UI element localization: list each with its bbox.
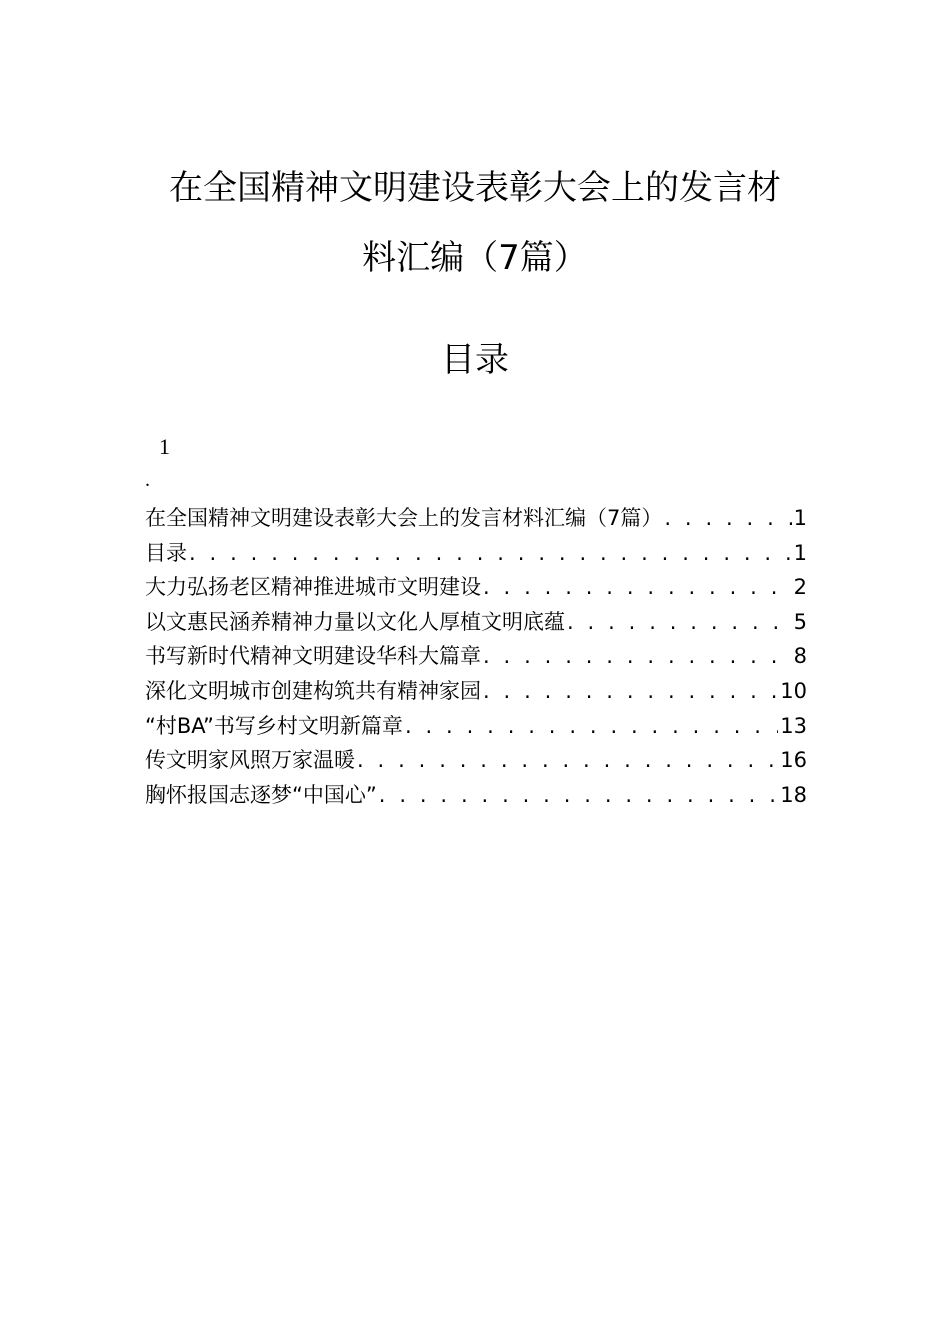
toc-entry-text: 书写新时代精神文明建设华科大篇章 bbox=[145, 644, 481, 669]
toc-entry[interactable] bbox=[145, 745, 807, 780]
toc-dot-leader bbox=[481, 572, 792, 602]
toc-entry-page: 1 bbox=[793, 506, 807, 530]
toc-dot-leader bbox=[403, 711, 778, 741]
toc-entry-text: 在全国精神文明建设表彰大会上的发言材料汇编（7篇） bbox=[145, 506, 663, 530]
toc-entry[interactable] bbox=[145, 641, 807, 676]
toc-dot-leader bbox=[481, 641, 792, 671]
toc-entry[interactable] bbox=[145, 676, 807, 711]
toc-entry-page: 13 bbox=[780, 713, 807, 738]
toc-entry-page: 16 bbox=[780, 748, 807, 773]
toc-entry-text: 以文惠民涵养精神力量以文化人厚植文明底蕴 bbox=[145, 609, 565, 634]
toc-entry-text: 胸怀报国志逐梦“中国心” bbox=[145, 782, 377, 807]
toc-dot-leader bbox=[187, 538, 792, 568]
toc-entry[interactable] bbox=[145, 711, 807, 746]
toc-entry-text: 传文明家风照万家温暖 bbox=[145, 748, 355, 773]
toc-entry[interactable] bbox=[145, 780, 807, 815]
list-dot: . bbox=[145, 469, 150, 491]
document-title-line-2: 料汇编（7篇） bbox=[362, 238, 588, 278]
toc-entry-page: 5 bbox=[793, 609, 807, 634]
toc-entry-text: 深化文明城市创建构筑共有精神家园 bbox=[145, 678, 481, 703]
toc-entry[interactable] bbox=[145, 572, 807, 607]
toc-dot-leader bbox=[662, 503, 791, 533]
toc-entry-text: 大力弘扬老区精神推进城市文明建设 bbox=[145, 575, 481, 600]
toc-entry-text: 目录 bbox=[145, 540, 187, 565]
toc-dot-leader bbox=[377, 780, 779, 810]
toc-entry-page: 18 bbox=[780, 782, 807, 807]
toc-heading: 目录 bbox=[441, 340, 509, 380]
toc-entry[interactable] bbox=[145, 538, 807, 573]
list-number: 1 bbox=[159, 434, 170, 459]
toc-dot-leader bbox=[355, 745, 778, 775]
toc-entry-text: “村BA”书写乡村文明新篇章 bbox=[145, 713, 403, 738]
toc-dot-leader bbox=[565, 607, 792, 637]
toc-entry-page: 1 bbox=[793, 540, 807, 565]
table-of-contents bbox=[145, 503, 807, 814]
toc-entry[interactable] bbox=[145, 607, 807, 642]
toc-entry-page: 2 bbox=[793, 575, 807, 600]
toc-dot-leader bbox=[481, 676, 778, 706]
toc-entry-page: 10 bbox=[780, 678, 807, 703]
toc-entry-page: 8 bbox=[793, 644, 807, 669]
document-title-line-1: 在全国精神文明建设表彰大会上的发言材 bbox=[169, 168, 781, 208]
toc-entry[interactable] bbox=[145, 503, 807, 538]
